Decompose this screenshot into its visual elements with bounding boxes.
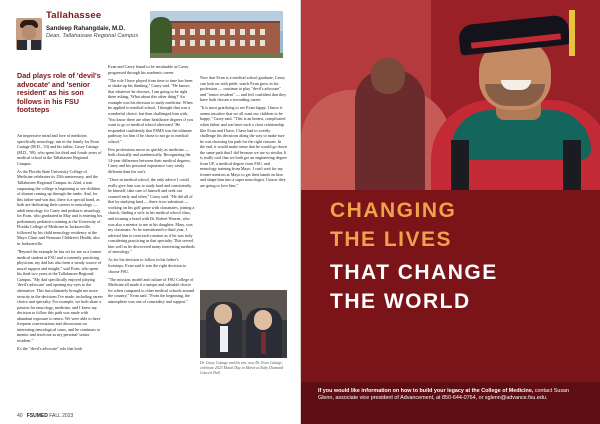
paragraph: It's the "devil's advocate" role that both [17, 346, 82, 352]
article-column-2 [108, 64, 195, 307]
issue-label: FALL 2023 [49, 413, 74, 419]
campus-tag: Tallahassee [46, 10, 102, 21]
father-son-photo [200, 290, 287, 358]
headline-line-3: THAT CHANGE [330, 261, 498, 284]
headline-line-2: THE LIVES [330, 228, 453, 251]
author-title: Dean, Tallahassee Regional Campus [46, 33, 139, 39]
paragraph: "It is most gratifying to see Evan happy. I know it seems intuitive that we all want our children to be happy," Casey said. "This is an honest, complicated when father and son have such a close relationship like Evan and I have. I have had to overtly challenge his decisions along the way to make sure he was choosing his path for the right reasons. In the end, it would make sense that he would go down the same path that I did because we are so similar. It is really cool that we both got an engineering degree from UF, a medical degree from FSU, and neurology training from Mayo. I can't wait for my former mentors at Mayo to get their hands on him and shape him into a super neurologist. I know they are going to love him." [200, 105, 287, 188]
page-folio [17, 413, 73, 419]
paragraph: As the Florida State University College of Medicine celebrates its 25th anniversary, and the Tallahassee Regional Campus its 22nd, a trait surpassing the college is beginning to see children of alumni coming up through the ranks. And, for this father-and-son duo, there is a special bond, as both are dedicating their careers to neurology — adult neurology for Casey and pediatric neurology for Evan, who graduated in May and is entering his preliminary pediatrics training at the University of Florida College of Medicine in Jacksonville, followed by his child neurology residency at the Mayo Clinic and Nemours Children's Health, also in Jacksonville. [17, 168, 103, 246]
graduate-photo [301, 0, 600, 190]
article-column-3 [200, 75, 287, 191]
paragraph: Now that Evan is a medical school graduate, Casey can look on with pride, watch Evan grow in his profession — continue to play "devil's advocate" and "senior resident" — and feel confident that they have both chosen a rewarding career. [200, 75, 287, 103]
paragraph: "Once in medical school, the only advice I could really give him was to study hard and consistently, be himself, take care of himself and seek out counsel early and often," Casey said. "He did all of that by studying hard — there is no substitute — working on his golf game with classmates, joining a church, finding a wife in his medical school class, and forming a bond with Dr. Robert Warren, who was also a mentor to me at his daughter. Mary, was my classmate. As he transitioned to third year, I advised him to treat each rotation as if he was truly considering practicing in that specialty. This served him well as he discovered many interesting methods of neurology." [108, 177, 195, 255]
author-name: Sandeep Rahangdale, M.D. [46, 25, 126, 32]
headline-line-1: CHANGING [330, 199, 457, 222]
contact-info-detail: contact Susan Glenn, associate vice president of Advancement, at 850-644-0764, or sglenn@advance.fsu.edu. [318, 388, 570, 401]
contact-info-text [318, 388, 586, 402]
campus-building-photo [150, 11, 283, 58]
paragraph: An impressive mind and love of medicine, specifically neurology, run in the family for Evan Cattage (M.D., '23) and his father, Casey Cattage (M.D., '09), who spent his third and fourth years of medical school at the Tallahassee Regional Campus. [17, 133, 102, 166]
page-number: 40 [17, 413, 23, 419]
article-column-1 [17, 133, 103, 354]
contact-info-bold: If you would like information on how to build your legacy at the College of Medicine, [318, 388, 534, 394]
headline-line-4: THE WORLD [330, 290, 471, 313]
paragraph: Evan and Casey found to be invaluable as Casey progressed through his academic career. [108, 64, 189, 75]
paragraph: "Beyond the example he has set for me as a former medical student at FSU and a currently practicing physician, my dad has also been a steady source of moral support and insight," said Evan, who spent his final two years at the Tallahassee Regional Campus. "My dad specifically enjoyed playing 'devil's advocate' and opening my eyes to the alternative. This has ultimately brought me more security in the decisions I've made, including career choice and specialty. For example, we both share a passion for neurology, medicine, and I knew my decision to follow this path was made with abundant exposure to neuro. We were able to have frequent conversations and discussions on interesting neurological cases, and he continues to mentor and teach me as my personal 'senior resident.'" [17, 249, 103, 343]
paragraph: "The mission, model and culture of FSU College of Medicine all made it a unique and valuable choice for when compared to other medical schools around the country," Evan said. "From the beginning, the atmosphere was one of comradery and support." [108, 276, 195, 304]
publication-name: FSUMED [26, 413, 48, 419]
paragraph: Few professions move as quickly as medicine — both clinically and academically. Recognizing the 14-year difference between their medical degrees, Casey and his personal experience vary vastly different than his son's. [108, 146, 191, 175]
paragraph: "The role I have played from time to time has been to shake up his thinking," Casey said. "He knows that whatever he chooses, I am going to be right there asking, 'What about this other thing?' An example was his decision to study medicine. When he applied to medical school, I thought that was a wonderful choice, but then challenged him with, 'You know there are other healthcare degrees if you want to go to medical school afterward.' He responded confidently that FSMS was the ultimate pathway for him if he chose to not go to medical school." [108, 77, 194, 144]
photo-caption: Dr. Casey Cattage and his son, now Dr. Evan Cattage, celebrate 2023 Match Day in March at Ruby Diamond Concert Hall. [200, 361, 284, 375]
author-headshot [16, 18, 42, 50]
paragraph: As for his decision to follow in his father's footsteps, Evan said it was the right decision to choose FSU. [108, 257, 187, 274]
article-headline: Dad plays role of 'devil's advocate' and 'senior resident' as his son follows in his FSU footsteps [17, 71, 101, 115]
right-page [301, 0, 600, 424]
